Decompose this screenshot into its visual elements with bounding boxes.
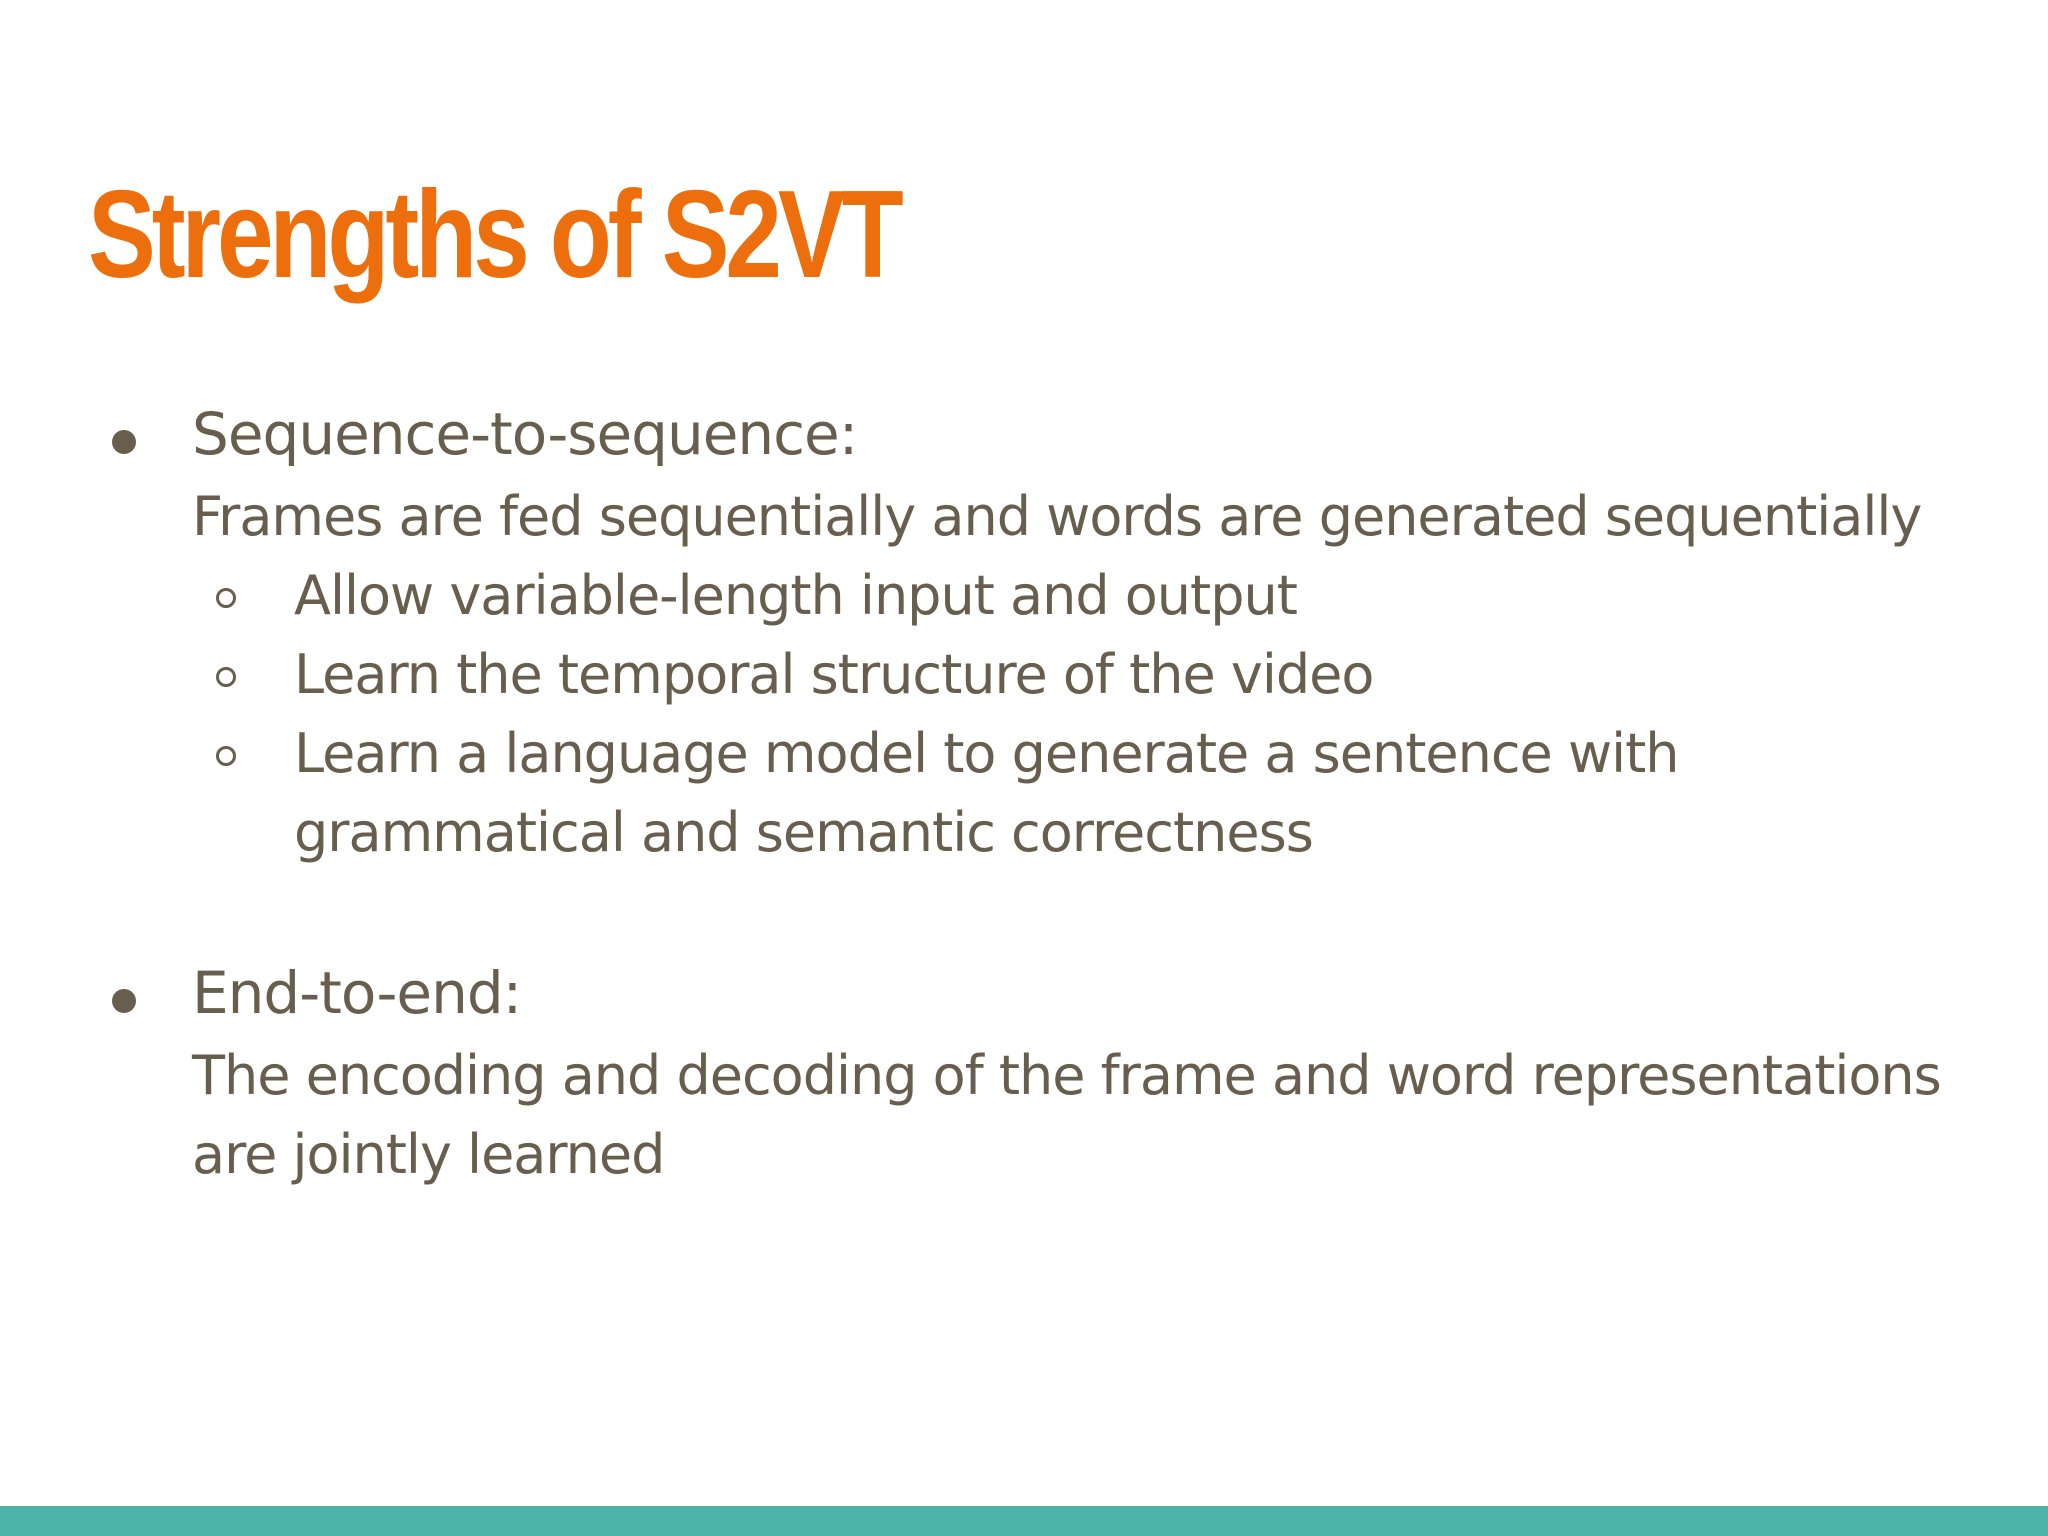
bullet-description: Frames are fed sequentially and words are generated sequentially bbox=[192, 485, 1922, 548]
sub-bullet-text: Learn a language model to generate a sentence with bbox=[294, 722, 1679, 785]
bullet-heading: End-to-end: bbox=[192, 959, 522, 1027]
sub-bullet-circle-icon bbox=[216, 667, 236, 687]
bullet-description: The encoding and decoding of the frame and word representations bbox=[192, 1044, 1941, 1107]
sub-bullet-text: grammatical and semantic correctness bbox=[294, 801, 1313, 864]
bullet-description: are jointly learned bbox=[192, 1123, 665, 1186]
sub-bullet-text: Learn the temporal structure of the video bbox=[294, 643, 1374, 706]
slide-title: Strengths of S2VT bbox=[88, 166, 900, 304]
sub-bullet-text: Allow variable-length input and output bbox=[294, 564, 1297, 627]
sub-bullet-circle-icon bbox=[216, 746, 236, 766]
bullet-dot-icon bbox=[112, 430, 136, 454]
sub-bullet-circle-icon bbox=[216, 588, 236, 608]
bullet-heading: Sequence-to-sequence: bbox=[192, 400, 858, 468]
footer-accent-bar bbox=[0, 1506, 2048, 1536]
bullet-dot-icon bbox=[112, 989, 136, 1013]
